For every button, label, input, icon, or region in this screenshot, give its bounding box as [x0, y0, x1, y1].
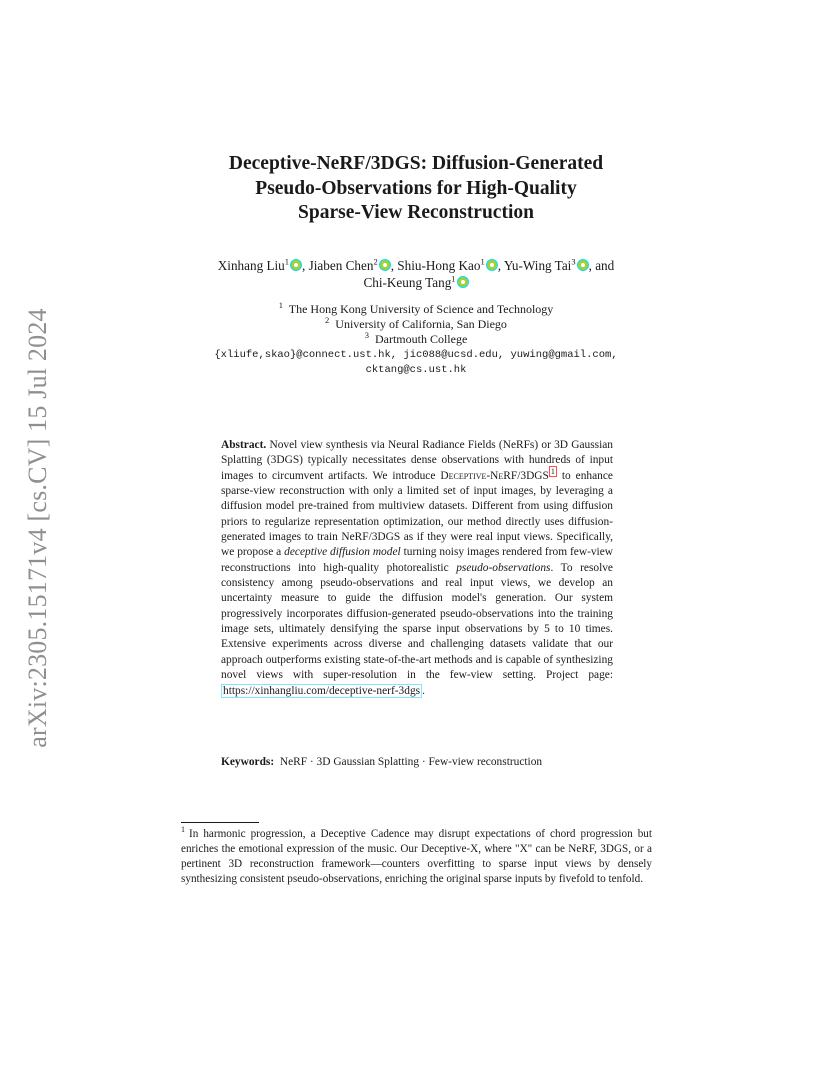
author-name: Jiaben Chen	[308, 258, 374, 273]
author-affil-mark: 1	[284, 256, 290, 267]
author-separator: ,	[390, 258, 398, 273]
orcid-icon[interactable]	[290, 259, 302, 271]
keywords-text: NeRF · 3D Gaussian Splatting · Few-view reconstruction	[279, 756, 543, 768]
abstract-label: Abstract.	[221, 439, 267, 451]
title-line: Sparse-View Reconstruction	[298, 202, 534, 223]
author-name: Chi-Keung Tang	[363, 275, 452, 290]
email-line: cktang@cs.ust.hk	[365, 364, 467, 376]
title-line: Pseudo-Observations for High-Quality	[255, 177, 577, 199]
footnote	[181, 827, 652, 887]
arxiv-id-text: arXiv:2305.15171v4 [cs.CV] 15 Jul 2024	[23, 308, 52, 748]
method-name: Deceptive-NeRF/3DGS	[440, 469, 549, 482]
paper-title	[150, 152, 682, 226]
abstract-text: to enhance sparse-view reconstruction with only a limited set of input images, by leveraging a diffusion model pre-trained from multiview datasets. Different from using diffusion priors to regularize representation optimization, our method directly uses diffusion-generated images to train NeRF/3DGS as if they were real input views. Specifically, we propose a	[221, 469, 613, 559]
orcid-icon[interactable]	[486, 259, 498, 271]
affiliation-line	[150, 332, 682, 347]
affil-num: 1	[278, 300, 283, 310]
keywords-label: Keywords:	[221, 756, 275, 768]
affil-num: 2	[325, 315, 330, 325]
affil-num: 3	[364, 330, 369, 340]
author-separator: ,	[302, 258, 309, 273]
abstract-text: .	[422, 684, 425, 697]
arxiv-identifier-stamp	[0, 0, 54, 1072]
author-list	[150, 257, 682, 291]
affiliations	[150, 302, 682, 347]
author-name: Xinhang Liu	[217, 258, 285, 273]
affiliation-line	[150, 302, 682, 317]
title-line: Deceptive-NeRF/3DGS: Diffusion-Generated	[228, 153, 604, 174]
orcid-icon[interactable]	[577, 259, 589, 271]
author-affil-mark: 2	[373, 256, 378, 267]
author-affil-mark: 3	[571, 256, 576, 267]
author-affil-mark: 1	[451, 273, 456, 284]
abstract-text: Novel view synthesis via Neural Radiance Fields (NeRFs) or 3D Gaussian Splatting (3DGS) typically necessitates dense observations with hundreds of input images to circumvent artifacts. We introduce	[221, 439, 613, 482]
author-emails	[150, 348, 682, 378]
author-and: , and	[588, 258, 615, 273]
author-affil-mark: 1	[480, 256, 485, 267]
orcid-icon[interactable]	[379, 259, 391, 271]
footnote-number: 1	[181, 825, 185, 835]
keywords-block	[221, 755, 613, 770]
abstract-text: turning noisy images rendered from few-view reconstructions into high-quality photorealistic	[221, 546, 613, 574]
footnote-text: In harmonic progression, a Deceptive Cadence may disrupt expectations of chord progression but enriches the emotional expression of the music. Our Deceptive-X, where "X" can be NeRF, 3DGS, or a pertinent 3D reconstruction framework—counters overfitting to sparse input views by densely synthesizing consistent pseudo-observations, enriching the original sparse inputs by fivefold to tenfold.	[181, 828, 652, 885]
abstract-emphasis: deceptive diffusion model	[284, 546, 401, 559]
abstract-emphasis: pseudo-observations	[456, 561, 551, 574]
author-name: Shiu-Hong Kao	[397, 258, 481, 273]
project-page-link[interactable]: https://xinhangliu.com/deceptive-nerf-3dgs	[223, 684, 421, 697]
author-name: Yu-Wing Tai	[503, 258, 572, 273]
affiliation-line	[150, 317, 682, 332]
abstract-block	[221, 438, 613, 699]
email-line: {xliufe,skao}@connect.ust.hk, jic088@ucsd.edu, yuwing@gmail.com,	[214, 349, 618, 361]
footnote-ref-link[interactable]: 1	[550, 466, 555, 476]
footnote-divider	[181, 822, 259, 823]
affil-name: University of California, San Diego	[335, 317, 507, 331]
abstract-text: . To resolve consistency among pseudo-observations and real input views, we develop an uncertainty measure to guide the diffusion model's generation. Our system progressively incorporates diffusion-generated pseudo-observations into the training image sets, ultimately densifying the sparse input observations by 5 to 10 times. Extensive experiments across diverse and challenging datasets validate that our approach outperforms existing state-of-the-art methods and is capable of synthesizing novel views with super-resolution in the few-view setting. Project page:	[221, 561, 613, 682]
affil-name: Dartmouth College	[374, 332, 468, 346]
orcid-icon[interactable]	[457, 276, 469, 288]
author-separator: ,	[497, 258, 504, 273]
affil-name: The Hong Kong University of Science and Technology	[288, 302, 554, 316]
